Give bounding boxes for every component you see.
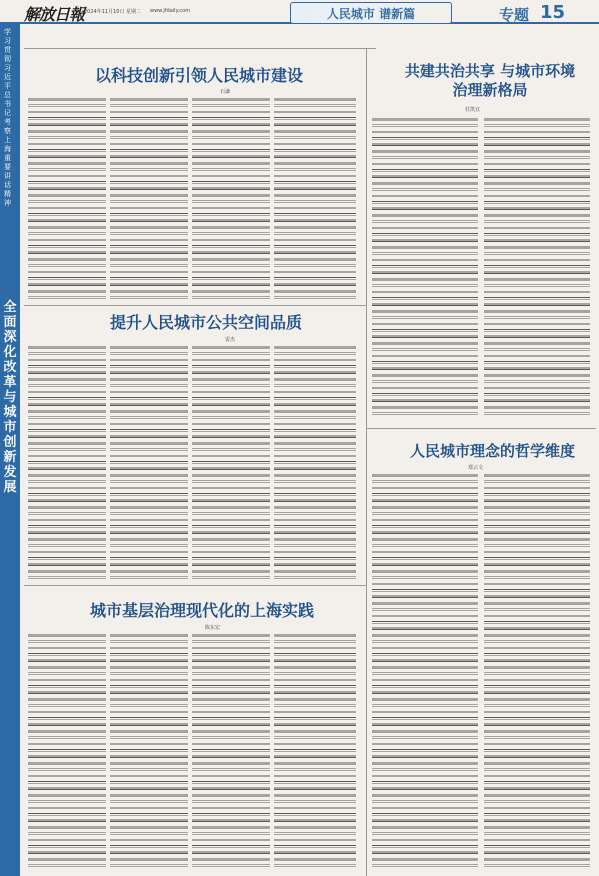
article-4-title: 人民城市理念的哲学维度 — [410, 442, 576, 460]
divider — [24, 305, 366, 306]
article-1-col-4 — [274, 98, 356, 303]
article-1-col-2 — [110, 98, 188, 303]
article-5-col-1 — [28, 634, 106, 870]
column-divider — [366, 48, 367, 428]
article-5-col-4 — [274, 634, 356, 870]
article-2-author: 杜凯宜 — [465, 107, 481, 113]
article-4-author: 郑云文 — [468, 465, 484, 471]
sidebar-caption: 学习贯彻习近平总书记考察上海重要讲话精神 — [4, 28, 11, 207]
site-url[interactable]: www.jfdaily.com — [150, 8, 191, 14]
article-2-col-1 — [372, 118, 478, 418]
article-1-author: 石谦 — [220, 89, 231, 95]
article-1-col-3 — [192, 98, 270, 303]
article-5-author: 陈东宏 — [205, 625, 221, 631]
article-4-col-2 — [484, 474, 590, 870]
article-3-col-2 — [110, 346, 188, 581]
article-5-title: 城市基层治理现代化的上海实践 — [90, 601, 315, 620]
article-2-title: 共建共治共享 与城市环境治理新格局 — [404, 62, 576, 99]
page-number: 15 — [540, 2, 566, 23]
issue-date: 2024年11月10日 星期二 — [84, 9, 142, 15]
article-1-title: 以科技创新引领人民城市建设 — [95, 66, 304, 85]
masthead — [0, 0, 599, 24]
section-banner: 人民城市 谱新篇 — [290, 2, 452, 24]
article-1-col-1 — [28, 98, 106, 303]
section-label: 专题 — [499, 6, 530, 24]
sidebar-title: 全面深化改革与城市创新发展 — [3, 300, 17, 495]
divider — [366, 428, 596, 429]
divider — [24, 585, 366, 586]
article-3-col-3 — [192, 346, 270, 581]
article-3-col-4 — [274, 346, 356, 581]
article-4-col-1 — [372, 474, 478, 870]
article-5-col-2 — [110, 634, 188, 870]
divider — [24, 48, 376, 49]
article-3-author: 雷杰 — [225, 337, 236, 343]
column-divider — [366, 428, 367, 876]
article-5-col-3 — [192, 634, 270, 870]
newspaper-logo: 解放日報 — [24, 5, 85, 24]
article-3-col-1 — [28, 346, 106, 581]
article-2-col-2 — [484, 118, 590, 418]
article-3-title: 提升人民城市公共空间品质 — [110, 313, 303, 332]
